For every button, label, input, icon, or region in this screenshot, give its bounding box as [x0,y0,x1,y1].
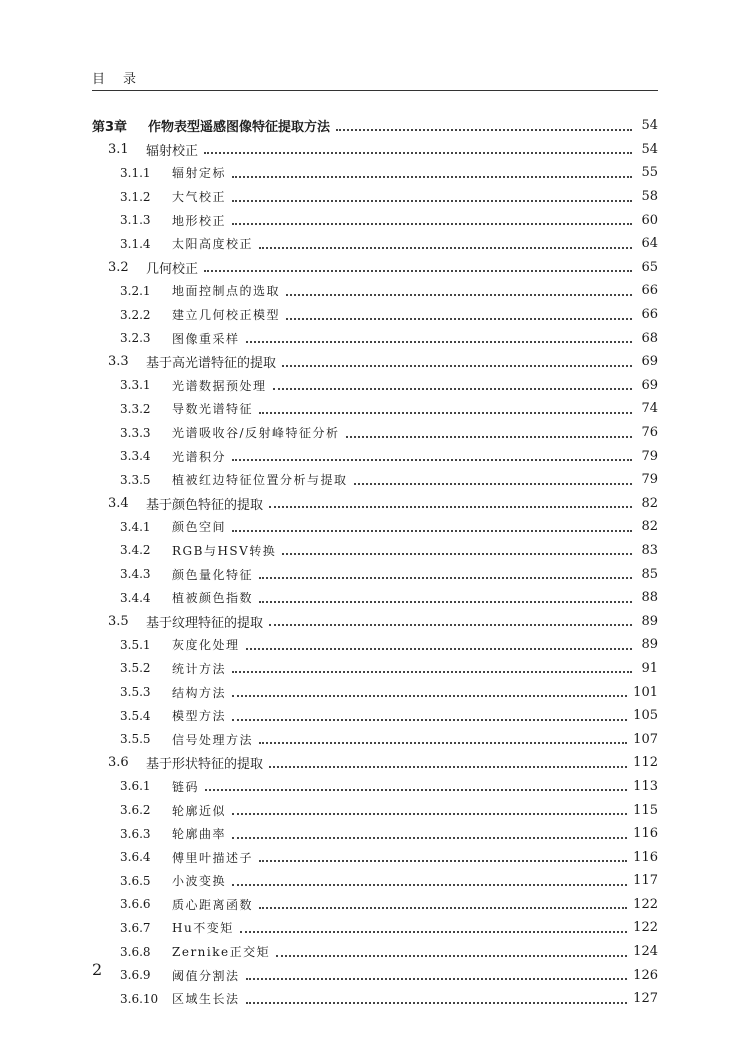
toc-leader-dots [269,766,627,768]
toc-entry-number: 3.3.3 [120,425,151,440]
toc-entry-title: 光谱数据预处理 [172,378,267,393]
toc-entry-number: 3.4.2 [120,543,151,558]
toc-entry-page: 105 [633,708,658,724]
toc-entry-number: 3.5.1 [120,637,151,652]
toc-entry-number: 3.3.5 [120,472,151,487]
toc-leader-dots [232,719,627,721]
toc-entry-number: 第3章 [92,120,128,136]
toc-entry-page: 115 [633,802,658,818]
toc-entry-page: 54 [641,118,658,134]
toc-leader-dots [259,742,627,744]
toc-entry-title: 轮廓近似 [172,803,227,818]
toc-leader-dots [232,176,632,178]
toc-leader-dots [240,931,627,933]
toc-entry-number: 3.2.3 [120,331,151,346]
toc-entry-page: 101 [633,684,658,700]
toc-leader-dots [232,695,627,697]
toc-entry-page: 107 [633,731,658,747]
toc-entry-title: 颜色量化特征 [172,567,254,582]
toc-subsection-entry [92,515,658,539]
toc-entry-page: 58 [641,189,658,205]
toc-leader-dots [232,837,627,839]
toc-entry-number: 3.4.4 [120,590,151,605]
toc-entry-number: 3.6.9 [120,968,151,983]
toc-entry-page: 74 [641,401,658,417]
toc-entry-title: 链码 [172,779,200,794]
toc-entry-number: 3.6.7 [120,920,151,935]
toc-entry-number: 3.6.5 [120,873,151,888]
toc-subsection-entry [92,185,658,209]
toc-entry-page: 116 [633,826,658,842]
toc-chapter-entry [92,114,658,138]
toc-entry-page: 91 [641,660,658,676]
toc-entry-number: 3.6.4 [120,850,151,865]
toc-entry-page: 76 [641,425,658,441]
toc-subsection-entry [92,893,658,917]
toc-entry-page: 85 [641,566,658,582]
toc-entry-number: 3.1.4 [120,236,151,251]
toc-entry-page: 88 [641,590,658,606]
toc-entry-number: 3.5.3 [120,685,151,700]
toc-entry-number: 3.1.2 [120,189,151,204]
toc-subsection-entry [92,775,658,799]
toc-entry-page: 54 [641,141,658,157]
toc-entry-title: Zernike正交矩 [172,945,271,960]
toc-entry-page: 64 [641,236,658,252]
toc-subsection-entry [92,279,658,303]
toc-entry-number: 3.3 [108,354,129,370]
toc-leader-dots [282,365,632,367]
toc-leader-dots [276,955,627,957]
toc-entry-title: 信号处理方法 [172,732,254,747]
toc-entry-title: 模型方法 [172,709,227,724]
toc-entry-number: 3.1.3 [120,213,151,228]
toc-subsection-entry [92,869,658,893]
toc-entry-title: 图像重采样 [172,331,240,346]
toc-entry-title: 植被颜色指数 [172,591,254,606]
toc-entry-title: 辐射定标 [172,166,227,181]
toc-subsection-entry [92,562,658,586]
toc-entry-title: 颜色空间 [172,520,227,535]
toc-entry-number: 3.3.1 [120,378,151,393]
toc-leader-dots [269,624,632,626]
toc-subsection-entry [92,727,658,751]
toc-subsection-entry [92,845,658,869]
toc-entry-number: 3.5.2 [120,661,151,676]
toc-entry-page: 82 [641,495,658,511]
toc-entry-page: 116 [633,849,658,865]
toc-entry-title: 灰度化处理 [172,638,240,653]
toc-leader-dots [232,223,632,225]
toc-leader-dots [246,341,632,343]
page-number: 2 [92,960,103,979]
toc-subsection-entry [92,657,658,681]
toc-subsection-entry [92,916,658,940]
toc-subsection-entry [92,987,658,1011]
toc-entry-number: 3.1 [108,141,129,157]
toc-leader-dots [354,483,632,485]
toc-leader-dots [232,530,632,532]
toc-entry-number: 3.6.2 [120,803,151,818]
toc-entry-title: 太阳高度校正 [172,237,254,252]
toc-entry-number: 3.6.6 [120,897,151,912]
toc-entry-title: 大气校正 [172,190,227,205]
toc-leader-dots [259,860,627,862]
toc-entry-page: 113 [633,778,658,794]
toc-section-entry [92,138,658,162]
toc-section-entry [92,350,658,374]
toc-entry-number: 3.5 [108,613,129,629]
toc-entry-number: 3.2.2 [120,307,151,322]
toc-subsection-entry [92,940,658,964]
table-of-contents [92,114,658,1011]
toc-subsection-entry [92,208,658,232]
toc-subsection-entry [92,397,658,421]
toc-entry-page: 68 [641,330,658,346]
toc-entry-page: 65 [641,259,658,275]
toc-entry-title: 作物表型遥感图像特征提取方法 [148,120,331,136]
toc-entry-title: 基于纹理特征的提取 [146,615,264,631]
toc-section-entry [92,256,658,280]
toc-entry-title: 轮廓曲率 [172,827,227,842]
toc-subsection-entry [92,633,658,657]
toc-subsection-entry [92,680,658,704]
toc-entry-number: 3.5.4 [120,708,151,723]
toc-leader-dots [246,1002,628,1004]
toc-entry-number: 3.2.1 [120,283,151,298]
toc-leader-dots [232,200,632,202]
toc-entry-page: 82 [641,519,658,535]
toc-leader-dots [232,884,627,886]
toc-entry-page: 124 [633,944,658,960]
toc-entry-title: 光谱积分 [172,449,227,464]
toc-entry-number: 3.6.8 [120,944,151,959]
toc-leader-dots [269,506,632,508]
toc-entry-title: 地形校正 [172,213,227,228]
toc-entry-title: 基于颜色特征的提取 [146,497,264,513]
toc-entry-title: 植被红边特征位置分析与提取 [172,473,348,488]
toc-leader-dots [205,789,627,791]
toc-leader-dots [259,247,632,249]
toc-section-entry [92,492,658,516]
toc-entry-number: 3.6.10 [120,991,159,1006]
toc-entry-page: 122 [633,920,658,936]
toc-entry-number: 3.5.5 [120,732,151,747]
toc-subsection-entry [92,586,658,610]
header-title: 目录 [92,72,155,87]
toc-entry-number: 3.4.1 [120,519,151,534]
toc-subsection-entry [92,374,658,398]
toc-entry-page: 89 [641,613,658,629]
toc-leader-dots [259,577,632,579]
toc-leader-dots [204,152,632,154]
toc-leader-dots [259,907,627,909]
toc-entry-page: 55 [641,165,658,181]
toc-entry-title: 基于形状特征的提取 [146,757,264,773]
toc-leader-dots [282,553,632,555]
toc-entry-page: 83 [641,542,658,558]
toc-entry-number: 3.4 [108,495,129,511]
toc-entry-page: 117 [633,873,658,889]
toc-leader-dots [246,648,632,650]
toc-subsection-entry [92,468,658,492]
running-header [92,64,658,91]
toc-entry-title: 阈值分割法 [172,968,240,983]
toc-leader-dots [286,294,632,296]
toc-leader-dots [232,813,627,815]
toc-entry-number: 3.1.1 [120,165,151,180]
toc-entry-page: 60 [641,212,658,228]
toc-leader-dots [336,129,632,131]
toc-leader-dots [259,601,632,603]
toc-entry-title: RGB与HSV转换 [172,543,277,558]
toc-section-entry [92,751,658,775]
toc-subsection-entry [92,444,658,468]
toc-entry-number: 3.3.4 [120,449,151,464]
toc-subsection-entry [92,232,658,256]
toc-entry-title: 几何校正 [146,261,199,277]
toc-leader-dots [346,436,632,438]
toc-entry-page: 126 [633,967,658,983]
toc-entry-title: 建立几何校正模型 [172,308,281,323]
toc-section-entry [92,609,658,633]
toc-leader-dots [259,412,632,414]
toc-subsection-entry [92,963,658,987]
toc-entry-number: 3.6.1 [120,779,151,794]
toc-entry-number: 3.6.3 [120,826,151,841]
toc-subsection-entry [92,161,658,185]
toc-leader-dots [232,459,632,461]
toc-subsection-entry [92,822,658,846]
toc-leader-dots [286,318,632,320]
toc-entry-title: 结构方法 [172,685,227,700]
toc-entry-page: 79 [641,472,658,488]
toc-entry-page: 66 [641,283,658,299]
toc-subsection-entry [92,704,658,728]
toc-leader-dots [204,270,632,272]
toc-entry-title: 基于高光谱特征的提取 [146,356,277,372]
toc-entry-title: Hu不变矩 [172,921,234,936]
toc-leader-dots [273,388,632,390]
toc-entry-page: 122 [633,896,658,912]
toc-entry-title: 导数光谱特征 [172,402,254,417]
toc-entry-page: 79 [641,448,658,464]
toc-entry-page: 69 [641,377,658,393]
toc-entry-page: 69 [641,354,658,370]
toc-subsection-entry [92,539,658,563]
toc-entry-page: 127 [633,991,658,1007]
toc-entry-title: 小波变换 [172,874,227,889]
toc-entry-title: 光谱吸收谷/反射峰特征分析 [172,426,340,441]
toc-entry-title: 统计方法 [172,661,227,676]
toc-entry-title: 辐射校正 [146,143,199,159]
toc-subsection-entry [92,421,658,445]
toc-entry-title: 地面控制点的选取 [172,284,281,299]
toc-entry-number: 3.2 [108,259,129,275]
toc-entry-title: 区域生长法 [172,992,240,1007]
toc-subsection-entry [92,326,658,350]
toc-leader-dots [246,978,628,980]
toc-entry-number: 3.4.3 [120,567,151,582]
toc-entry-number: 3.3.2 [120,401,151,416]
toc-entry-title: 傅里叶描述子 [172,850,254,865]
toc-subsection-entry [92,303,658,327]
toc-entry-page: 112 [633,755,658,771]
toc-entry-title: 质心距离函数 [172,897,254,912]
toc-leader-dots [232,671,632,673]
toc-subsection-entry [92,798,658,822]
toc-entry-number: 3.6 [108,755,129,771]
toc-entry-page: 89 [641,637,658,653]
toc-entry-page: 66 [641,307,658,323]
